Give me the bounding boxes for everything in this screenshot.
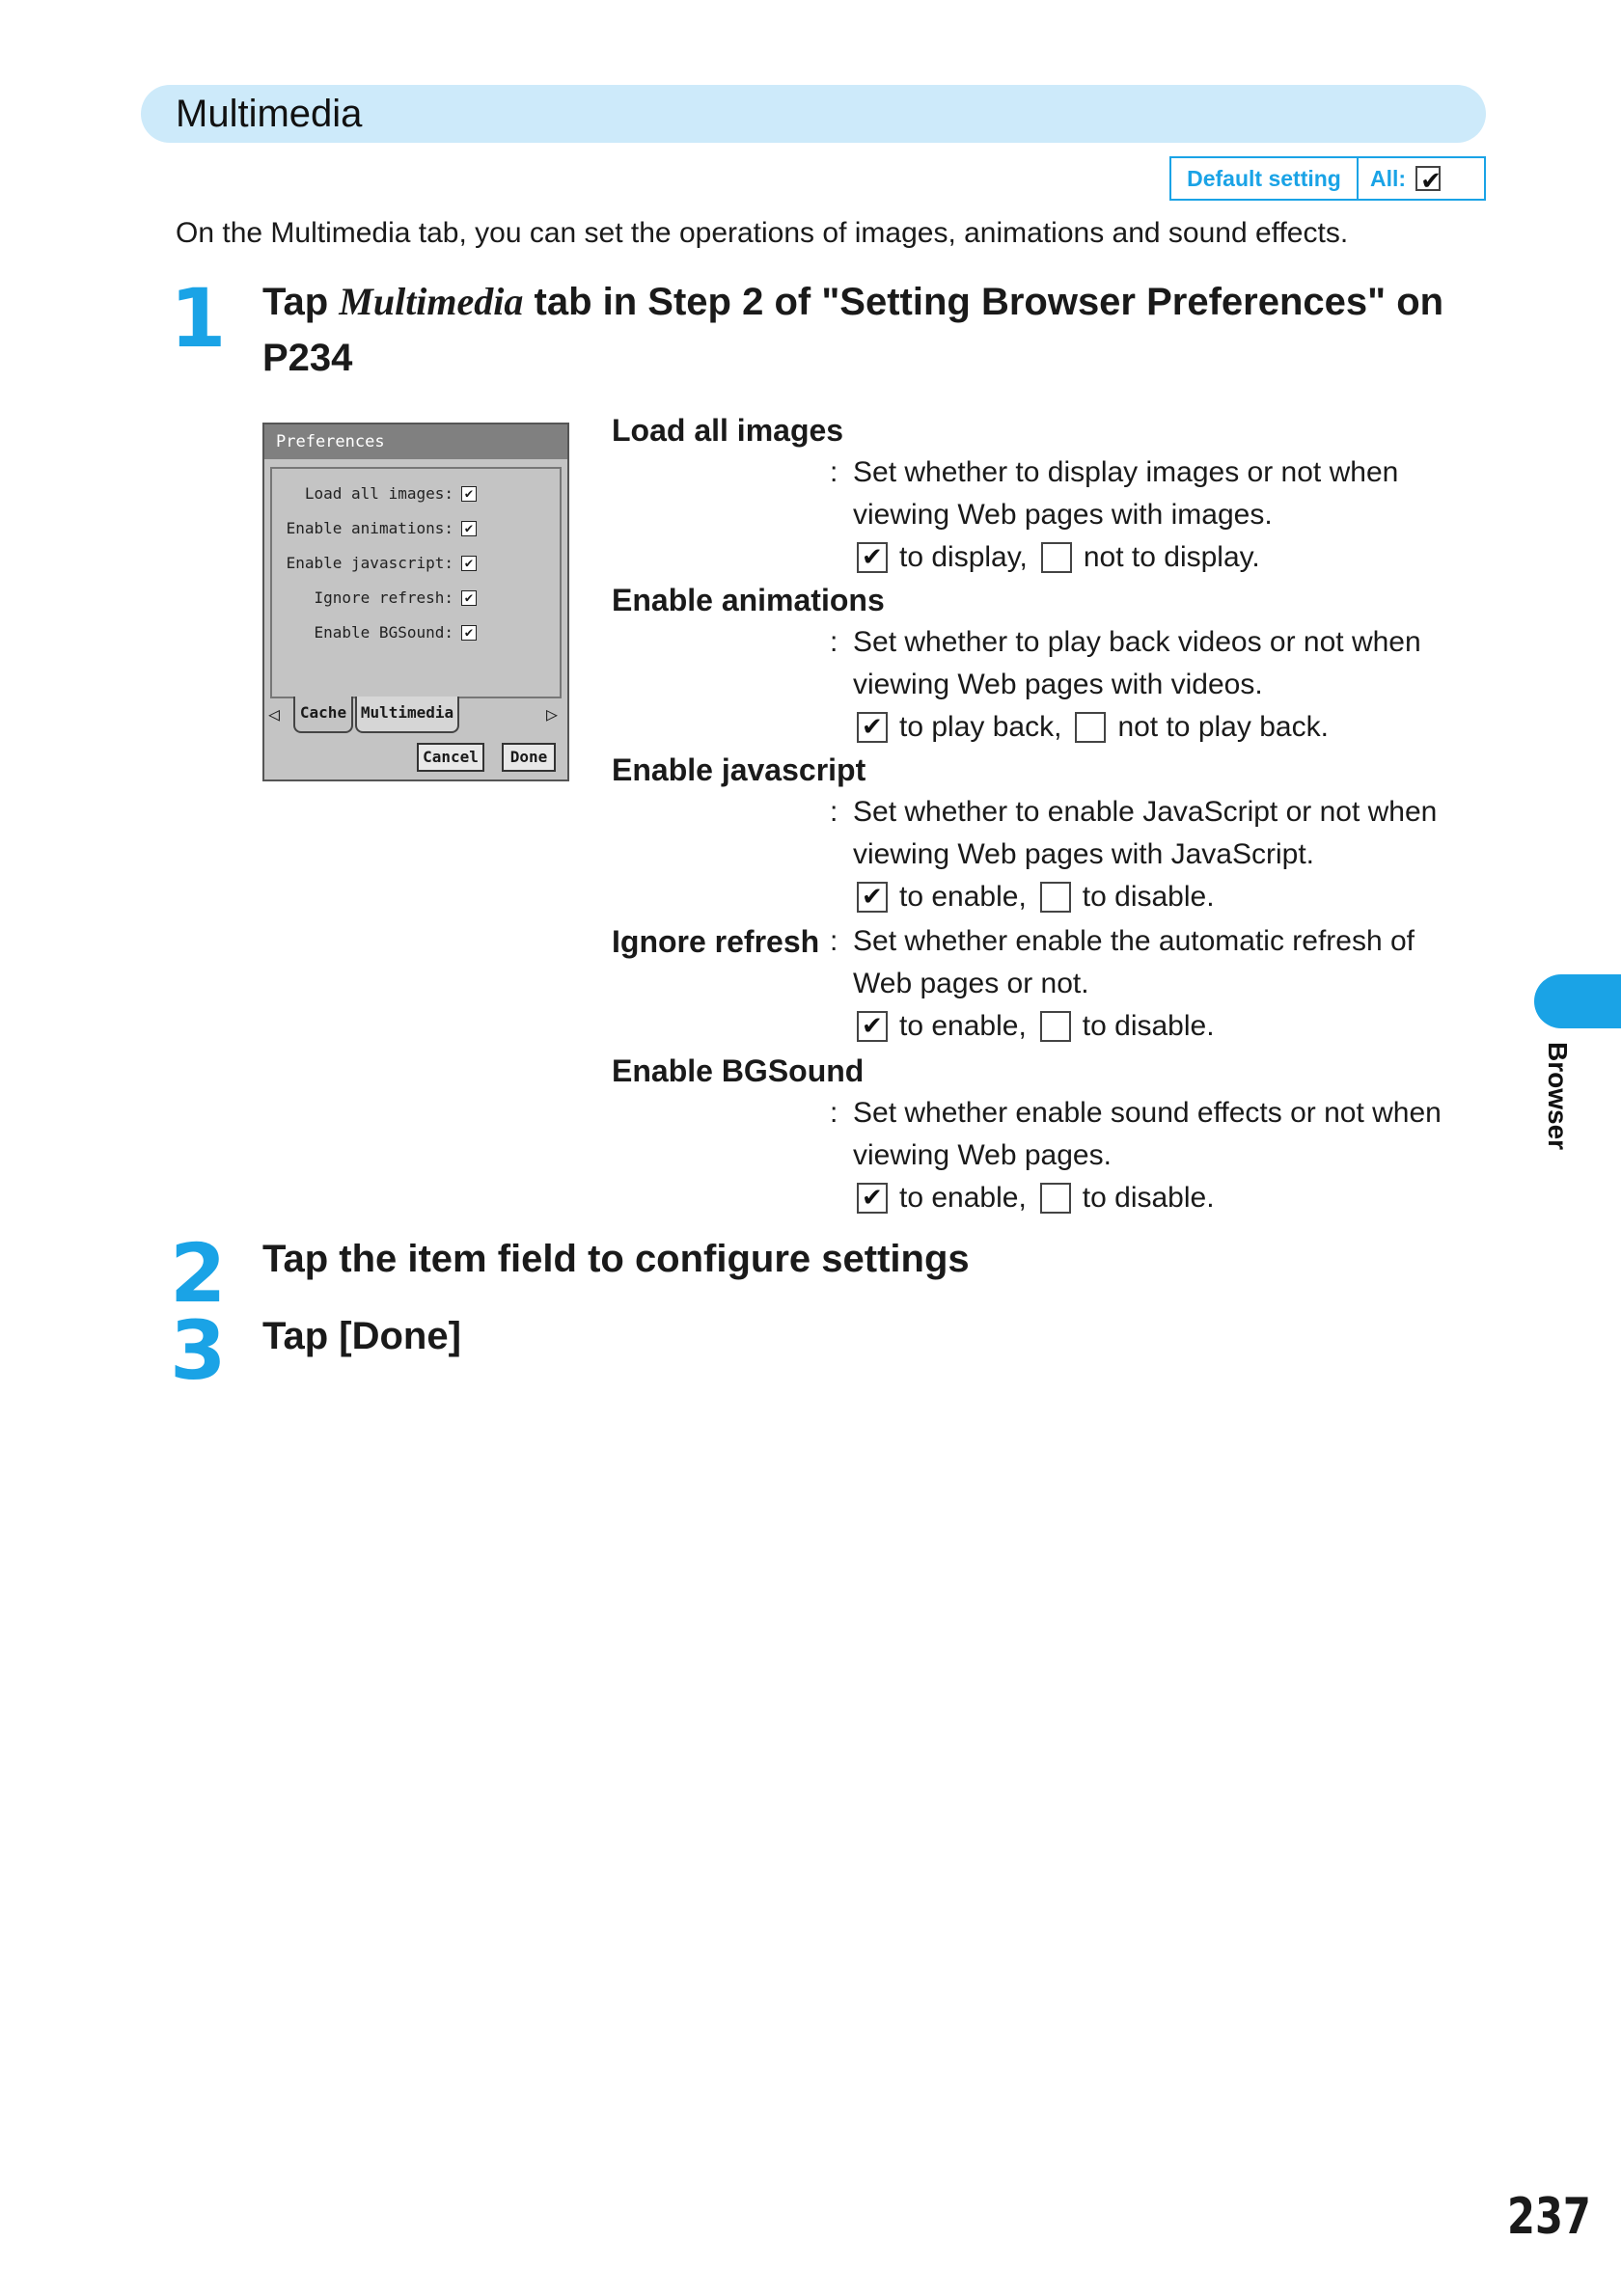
option-on-text: to enable, [899, 881, 1027, 913]
description-line: Set whether to play back videos or not when [853, 626, 1421, 658]
option-row [857, 876, 1215, 918]
option-off-text: to disable. [1082, 1010, 1215, 1042]
tab-multimedia[interactable]: Multimedia [355, 697, 459, 733]
step-1-rest: tab in Step 2 of "Setting Browser Preferences" on [523, 281, 1444, 323]
unchecked-box-icon [1075, 712, 1106, 743]
unchecked-box-icon [1040, 882, 1071, 913]
screen-item-checkbox[interactable]: ✔ [461, 556, 477, 571]
description-line: Set whether to display images or not when [853, 456, 1399, 488]
screen-item-label: Load all images: [304, 484, 453, 503]
step-2-text: Tap the item field to configure settings [262, 1238, 970, 1280]
preferences-screen [262, 423, 569, 781]
colon: : [830, 925, 838, 957]
default-setting-box [1169, 156, 1486, 201]
term-enable-javascript: Enable javascript [612, 752, 866, 787]
checked-box-icon [857, 1011, 888, 1042]
default-setting-checkbox [1415, 166, 1441, 191]
step-1-text [262, 274, 1443, 386]
checked-box-icon [857, 712, 888, 743]
description-line: viewing Web pages with images. [853, 499, 1273, 531]
tab-right-arrow-icon[interactable]: ▷ [546, 702, 559, 725]
default-setting-all-label: All: [1370, 166, 1407, 191]
screen-item-checkbox[interactable]: ✔ [461, 590, 477, 606]
description-line: Web pages or not. [853, 968, 1089, 999]
unchecked-box-icon [1040, 1183, 1071, 1214]
screen-item-label: Enable BGSound: [314, 623, 453, 642]
option-on-text: to enable, [899, 1010, 1027, 1042]
colon: : [830, 626, 838, 658]
checked-box-icon [857, 1183, 888, 1214]
option-row [857, 536, 1260, 579]
intro-text: On the Multimedia tab, you can set the operations of images, animations and sound effects. [176, 217, 1349, 249]
description-line: Set whether enable sound effects or not when [853, 1097, 1442, 1129]
option-on-text: to enable, [899, 1182, 1027, 1214]
screen-item-label: Enable animations: [286, 519, 453, 537]
screen-item-label: Ignore refresh: [314, 588, 453, 607]
page-number: 237 [1507, 2188, 1591, 2246]
term-enable-bgsound: Enable BGSound [612, 1053, 865, 1088]
option-off-text: not to play back. [1117, 711, 1329, 743]
step-1-line2: P234 [262, 337, 353, 379]
option-on-text: to play back, [899, 711, 1062, 743]
option-off-text: not to display. [1083, 541, 1260, 573]
side-tab-label: Browser [1543, 1042, 1573, 1151]
description-line: viewing Web pages. [853, 1139, 1112, 1171]
step-number-2: 2 [170, 1226, 227, 1321]
screen-item-checkbox[interactable]: ✔ [461, 486, 477, 502]
step-1-italic: Multimedia [339, 280, 524, 323]
screen-item-checkbox[interactable]: ✔ [461, 625, 477, 641]
option-row [857, 1177, 1215, 1219]
default-setting-label: Default setting [1171, 158, 1359, 199]
screen-tab-bar [264, 697, 567, 735]
screen-items [270, 467, 562, 698]
term-enable-animations: Enable animations [612, 583, 885, 617]
option-on-text: to display, [899, 541, 1028, 573]
cancel-button[interactable]: Cancel [417, 743, 484, 772]
unchecked-box-icon [1041, 542, 1072, 573]
screen-item-checkbox[interactable]: ✔ [461, 521, 477, 536]
screen-item-label: Enable javascript: [286, 554, 453, 572]
colon: : [830, 796, 838, 828]
description-line: Set whether enable the automatic refresh of [853, 925, 1415, 957]
option-row [857, 1005, 1215, 1048]
description-line: viewing Web pages with JavaScript. [853, 838, 1315, 870]
done-button[interactable]: Done [502, 743, 556, 772]
step-1-prefix: Tap [262, 281, 340, 323]
screen-title: Preferences [264, 424, 567, 459]
term-load-all-images: Load all images [612, 413, 844, 448]
default-setting-all [1359, 158, 1452, 199]
side-tab-marker [1534, 974, 1621, 1028]
description-line: Set whether to enable JavaScript or not when [853, 796, 1438, 828]
checked-box-icon [857, 542, 888, 573]
option-off-text: to disable. [1082, 1182, 1215, 1214]
step-number-1: 1 [170, 271, 227, 366]
checked-box-icon [857, 882, 888, 913]
colon: : [830, 1097, 838, 1129]
unchecked-box-icon [1040, 1011, 1071, 1042]
section-title: Multimedia [176, 93, 363, 135]
colon: : [830, 456, 838, 488]
section-header [141, 85, 1486, 143]
term-ignore-refresh: Ignore refresh [612, 924, 820, 959]
step-3-text: Tap [Done] [262, 1315, 461, 1357]
tab-left-arrow-icon[interactable]: ◁ [268, 702, 281, 725]
step-number-3: 3 [170, 1303, 227, 1398]
option-off-text: to disable. [1082, 881, 1215, 913]
option-row [857, 706, 1329, 749]
tab-cache[interactable]: Cache [293, 697, 353, 733]
description-line: viewing Web pages with videos. [853, 669, 1263, 700]
